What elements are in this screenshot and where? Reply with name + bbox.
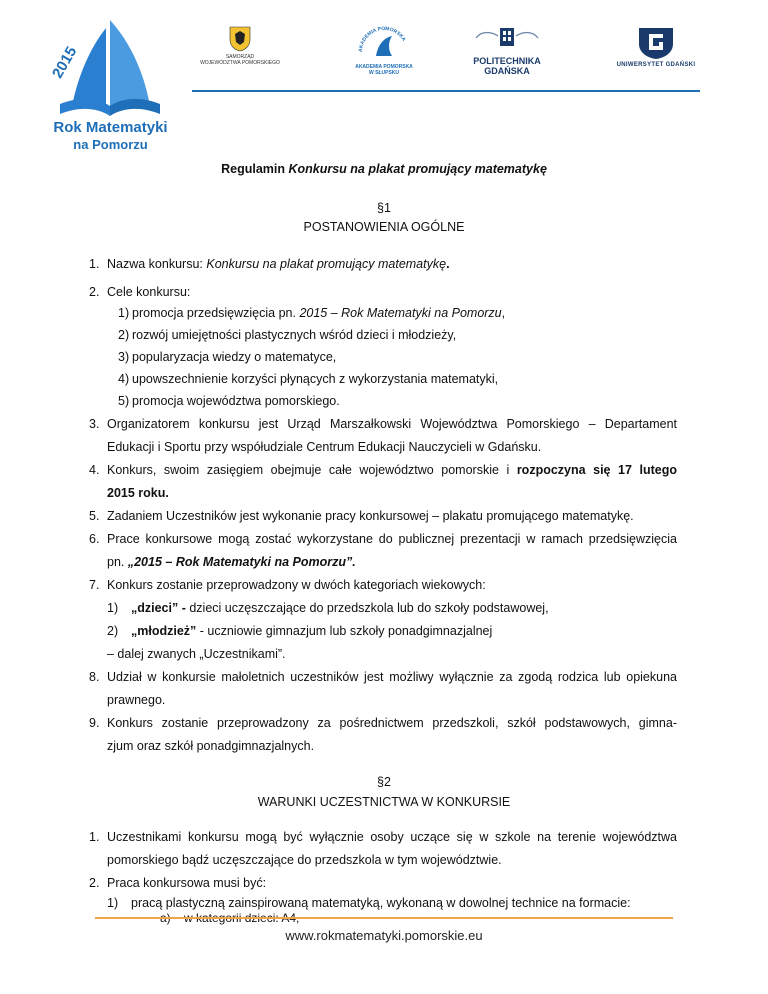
- coat-of-arms-icon: [229, 26, 251, 52]
- s2-item2-text: Praca konkursowa musi być:: [107, 876, 267, 890]
- s1-item4-num: 4.: [89, 463, 100, 477]
- category-2-bold: „młodzież”: [131, 624, 197, 638]
- s1-item6-bold: „2015 – Rok Matematyki na Pomorzu”.: [127, 555, 356, 569]
- s2-item1-num: 1.: [89, 830, 100, 844]
- partner-uniwersytet-gdanski: [611, 26, 701, 68]
- s1-item3-num: 3.: [89, 417, 100, 431]
- partner-samorzad: [190, 26, 290, 66]
- s1-item6-pre: pn.: [107, 555, 128, 569]
- s1-item9-line1: Konkurs zostanie przeprowadzony za pośrednictwem przedszkoli, szkół podstawowych, gimna-: [107, 716, 677, 730]
- category-2-text: [131, 624, 492, 639]
- partner1-line1: SAMORZĄD: [225, 54, 255, 60]
- s1-item2-num: 2.: [89, 285, 100, 299]
- category-1-bold: „dzieci” -: [131, 601, 190, 615]
- footer-divider: [95, 917, 673, 919]
- s1-item6-num: 6.: [89, 532, 100, 546]
- s1-item9-line2: zjum oraz szkół ponadgimnazjalnych.: [107, 739, 315, 753]
- goal-1-num: 1): [118, 306, 130, 320]
- s1-item3-line1: Organizatorem konkursu jest Urząd Marszałkowski Województwa Pomorskiego – Departament: [107, 417, 677, 431]
- s1-item7-text: Konkurs zostanie przeprowadzony w dwóch kategoriach wiekowych:: [107, 578, 486, 592]
- s2-sub1-text: pracą plastyczną zainspirowaną matematyką, wykonaną w dowolnej technice na formacie:: [131, 896, 631, 910]
- goal-1-text: [132, 306, 505, 321]
- s1-item4-pre: Konkurs, swoim zasięgiem obejmuje całe województwo pomorskie i: [107, 463, 517, 477]
- section2-heading: WARUNKI UCZESTNICTWA W KONKURSIE: [257, 795, 511, 809]
- footer-url[interactable]: www.rokmatematyki.pomorskie.eu: [285, 928, 483, 943]
- partner1-line2: WOJEWÓDZTWA POMORSKIEGO: [200, 60, 280, 66]
- logo-title-line2: na Pomorzu: [73, 137, 148, 152]
- document-title: [0, 162, 768, 177]
- goal-2-text: rozwój umiejętności plastycznych wśród dzieci i młodzieży,: [132, 328, 457, 342]
- category-2-desc: - uczniowie gimnazjum lub szkoły ponadgimnazjalnej: [196, 624, 493, 638]
- title-prefix: Regulamin: [221, 162, 289, 176]
- goal-1-pre: promocja przedsięwzięcia pn.: [132, 306, 300, 320]
- goal-4-text: upowszechnienie korzyści płynących z wykorzystania matematyki,: [132, 372, 499, 386]
- s1-item1-text: Nazwa konkursu: Konkursu na plakat promujący matematykę.: [107, 257, 450, 271]
- section2-number: §2: [377, 775, 391, 789]
- s1-item5-num: 5.: [89, 509, 100, 523]
- s1-item5-text: Zadaniem Uczestników jest wykonanie pracy konkursowej – plakatu promującego matematykę.: [107, 509, 634, 523]
- s2-item1-line1: Uczestnikami konkursu mogą być wyłącznie osoby uczące się w szkole na terenie województwa: [107, 830, 677, 844]
- s2-item1-line2: pomorskiego bądź uczęszczające do przedszkola w tym województwie.: [107, 853, 502, 867]
- ug-emblem-icon: [636, 26, 676, 60]
- logo-title-line1: Rok Matematyki: [53, 119, 168, 136]
- s1-item8-line1: Udział w konkursie małoletnich uczestników jest możliwy wyłącznie za zgodą rodzica lub opiekuna: [107, 670, 677, 684]
- section1-heading: POSTANOWIENIA OGÓLNE: [303, 220, 465, 234]
- section1-number: §1: [377, 201, 391, 215]
- partner-politechnika: [466, 24, 548, 76]
- s1-item7-num: 7.: [89, 578, 100, 592]
- category-2-num: 2): [107, 624, 119, 638]
- s1-item7-tail: – dalej zwanych „Uczestnikami”.: [107, 647, 286, 661]
- goal-1-italic: 2015 – Rok Matematyki na Pomorzu: [299, 306, 502, 320]
- s1-item1-num: 1.: [89, 257, 100, 271]
- s1-item4-bold: rozpoczyna się 17 lutego: [516, 463, 677, 477]
- rok-matematyki-logo: [38, 14, 183, 154]
- logo-year: 2015: [48, 43, 81, 82]
- category-1-text: [131, 601, 549, 616]
- partner-akademia-pomorska: [346, 22, 422, 76]
- s1-item4-line1: [107, 463, 677, 478]
- goal-5-text: promocja województwa pomorskiego.: [132, 394, 340, 408]
- partner3-line2: GDAŃSKA: [484, 66, 530, 76]
- partner3-line1: POLITECHNIKA: [473, 56, 541, 66]
- goal-3-text: popularyzacja wiedzy o matematyce,: [132, 350, 337, 364]
- category-1-num: 1): [107, 601, 119, 615]
- goal-4-num: 4): [118, 372, 130, 386]
- goal-3-num: 3): [118, 350, 130, 364]
- s2-item2-num: 2.: [89, 876, 100, 890]
- category-1-desc: dzieci uczęszczające do przedszkola lub do szkoły podstawowej,: [189, 601, 549, 615]
- goal-5-num: 5): [118, 394, 130, 408]
- s1-item1-italic: Konkursu na plakat promujący matematykę: [206, 257, 447, 271]
- s1-item2-text: Cele konkursu:: [107, 285, 191, 299]
- politechnika-emblem-icon: [472, 24, 542, 54]
- s1-item4-line2: 2015 roku.: [107, 486, 169, 500]
- goal-1-post: ,: [501, 306, 506, 320]
- s2-sub1-num: 1): [107, 896, 119, 910]
- s1-item1-label: Nazwa konkursu:: [107, 257, 207, 271]
- s1-item6-line2: [107, 555, 356, 570]
- s1-item6-line1: Prace konkursowe mogą zostać wykorzystane do publicznej prezentacji w ramach przedsięwzięcia: [107, 532, 677, 546]
- header-divider: [192, 90, 700, 92]
- s1-item9-num: 9.: [89, 716, 100, 730]
- partner2-line1: AKADEMIA POMORSKA: [355, 64, 413, 70]
- s1-item3-line2: Edukacji i Sportu przy współudziale Centrum Edukacji Nauczycieli w Gdańsku.: [107, 440, 542, 454]
- akademia-emblem-icon: [354, 22, 414, 62]
- partner2-line2: W SŁUPSKU: [369, 70, 399, 76]
- s1-item8-line2: prawnego.: [107, 693, 166, 707]
- goal-2-num: 2): [118, 328, 130, 342]
- partner4-line1: UNIWERSYTET GDAŃSKI: [616, 62, 696, 68]
- partner2-arc-text: AKADEMIA POMORSKA: [357, 25, 407, 53]
- s1-item8-num: 8.: [89, 670, 100, 684]
- title-italic: Konkursu na plakat promujący matematykę: [288, 162, 547, 176]
